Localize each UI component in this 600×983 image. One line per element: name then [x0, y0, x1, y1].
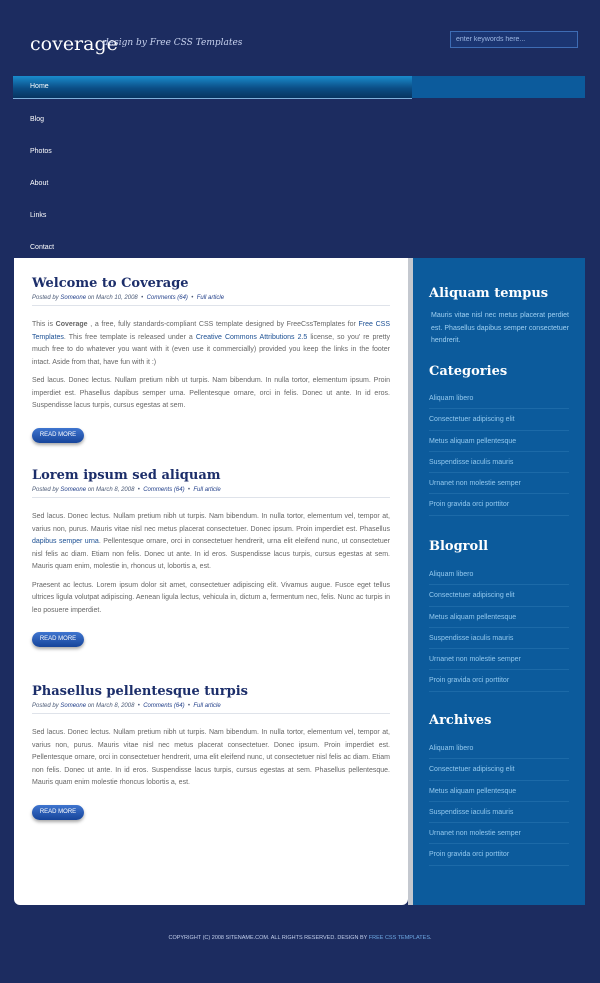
sidebar-link[interactable]: Metus aliquam pellentesque [429, 607, 569, 628]
sidebar-title-aliquam: Aliquam tempus [429, 286, 549, 301]
nav-item-blog[interactable]: Blog [30, 116, 45, 123]
blogroll-list [429, 564, 569, 692]
sidebar [413, 258, 585, 905]
sidebar-link[interactable]: Aliquam libero [429, 388, 569, 409]
nav-item-links[interactable]: Links [30, 212, 47, 219]
footer [0, 935, 600, 941]
meta-date: on March 8, 2008 [87, 487, 135, 493]
comments-link[interactable]: Comments (64) [146, 295, 188, 301]
text: . This free template is released under a [63, 333, 196, 341]
read-more-button[interactable]: READ MORE [32, 632, 84, 647]
post-paragraph: Sed lacus. Donec lectus. Nullam pretium nibh ut turpis. Nam bibendum. In nulla tortor, elementum ipsum. Proin imperdiet est. Phasellus dapibus semper urna. Pellentesque ornare, orci in felis. Donec ut ante. In id eros. Suspendisse lacus turpis, cursus egestas at sem. [32, 377, 390, 409]
nav-item-photos[interactable]: Photos [30, 148, 52, 155]
post-meta [32, 487, 390, 498]
post [32, 276, 390, 443]
comments-link[interactable]: Comments (64) [143, 703, 185, 709]
sidebar-link[interactable]: Urnanet non molestie semper [429, 649, 569, 670]
footer-end: . [430, 935, 432, 941]
full-article-link[interactable]: Full article [193, 487, 221, 493]
sidebar-link[interactable]: Consectetuer adipiscing elit [429, 409, 569, 430]
meta-separator: • [191, 295, 194, 301]
bold-text: Coverage [55, 321, 88, 328]
sidebar-title-blogroll: Blogroll [429, 539, 489, 554]
meta-separator: • [187, 703, 191, 709]
text: Sed lacus. Donec lectus. Nullam pretium nibh ut turpis. Nam bibendum. In nulla tortor, elementum vel, tempor at, varius non, purus. Mauris vitae nisl nec metus placerat consectetuer. Donec ipsum. Proin imperdiet est. Phasellus [32, 513, 390, 533]
footer-link[interactable]: FREE CSS TEMPLATES [368, 935, 430, 941]
post-paragraph [32, 319, 390, 369]
post-title[interactable]: Lorem ipsum sed aliquam [32, 468, 221, 483]
post-title[interactable]: Phasellus pellentesque turpis [32, 684, 248, 699]
author-link[interactable]: Someone [60, 703, 87, 709]
read-more-button[interactable]: READ MORE [32, 428, 84, 443]
main-nav [13, 76, 412, 269]
footer-text: COPYRIGHT (C) 2008 SITENAME.COM. ALL RIGHTS RESERVED. DESIGN BY [168, 935, 369, 941]
sidebar-link[interactable]: Consectetuer adipiscing elit [429, 759, 569, 780]
sidebar-title-categories: Categories [429, 364, 508, 379]
meta-separator: • [137, 703, 140, 709]
meta-separator: • [141, 295, 144, 301]
inline-link[interactable]: dapibus semper urna [32, 538, 99, 545]
full-article-link[interactable]: Full article [193, 703, 221, 709]
meta-prefix: Posted by [32, 295, 59, 301]
site-logo[interactable]: coverage [30, 33, 118, 55]
nav-item-home[interactable]: Home [13, 76, 412, 99]
nav-item-about[interactable]: About [30, 180, 49, 187]
full-article-link[interactable]: Full article [196, 295, 225, 301]
meta-date: on March 8, 2008 [87, 703, 135, 709]
text: . Pellentesque ornare, orci in consectetuer hendrerit, urna elit eleifend nunc, ut consectetuer nisl felis ac diam. Etiam non felis. Donec ut ante. In id eros. Suspendisse lacus turpis, cursus egestas at sem. Mauris quam enim, molestie in, rhoncus ut, lobortis a, est. [32, 538, 390, 570]
license-link[interactable]: Creative Commons Attributions 2.5 [195, 333, 308, 341]
categories-list [429, 388, 569, 516]
meta-separator: • [187, 487, 191, 493]
sidebar-link[interactable]: Consectetuer adipiscing elit [429, 585, 569, 606]
sidebar-link[interactable]: Suspendisse iaculis mauris [429, 802, 569, 823]
main-content [14, 258, 408, 905]
sidebar-link[interactable]: Metus aliquam pellentesque [429, 781, 569, 802]
post-meta [32, 295, 390, 306]
search-input[interactable] [450, 31, 578, 48]
meta-prefix: Posted by [32, 703, 59, 709]
free-css-templates-link[interactable]: Free CSS Templates [32, 321, 391, 341]
sidebar-link[interactable]: Suspendisse iaculis mauris [429, 452, 569, 473]
nav-bar-extension [412, 76, 585, 98]
sidebar-link[interactable]: Proin gravida orci porttitor [429, 494, 569, 515]
post-title[interactable]: Welcome to Coverage [32, 276, 189, 291]
nav-item-contact[interactable]: Contact [30, 244, 55, 251]
site-tagline: design by Free CSS Templates [103, 38, 243, 48]
post [32, 468, 390, 647]
text: license, so you' re pretty much free to do whatever you want with it (even use it commercially) provided you keep the links in the footer intact. Aside from that, have fun with it :) [32, 333, 390, 366]
post-meta [32, 703, 390, 714]
read-more-button[interactable]: READ MORE [32, 805, 84, 820]
meta-date: on March 10, 2008 [87, 295, 138, 301]
author-link[interactable]: Someone [60, 487, 87, 493]
meta-prefix: Posted by [32, 487, 59, 493]
post-paragraph [32, 511, 390, 574]
author-link[interactable]: Someone [60, 295, 87, 301]
sidebar-link[interactable]: Aliquam libero [429, 738, 569, 759]
sidebar-link[interactable]: Urnanet non molestie semper [429, 473, 569, 494]
meta-separator: • [137, 487, 140, 493]
sidebar-title-archives: Archives [429, 713, 492, 728]
text: , a free, fully standards-compliant CSS template designed by FreeCssTemplates for [87, 321, 359, 328]
post-paragraph: Praesent ac lectus. Lorem ipsum dolor sit amet, consectetuer adipiscing elit. Vivamus augue. Fusce eget tellus ultrices ligula volutpat adipiscing. Aenean ligula lectus, vehicula in, dictum a, fermentum nec, felis. Nunc ac turpis in leo posuere imperdiet. [32, 581, 390, 614]
sidebar-text: Mauris vitae nisl nec metus placerat perdiet est. Phasellus dapibus semper consectetuer hendrerit. [431, 312, 569, 344]
comments-link[interactable]: Comments (64) [143, 487, 185, 493]
sidebar-link[interactable]: Urnanet non molestie semper [429, 823, 569, 844]
sidebar-link[interactable]: Metus aliquam pellentesque [429, 431, 569, 452]
text: This is [32, 321, 56, 328]
sidebar-link[interactable]: Suspendisse iaculis mauris [429, 628, 569, 649]
archives-list [429, 738, 569, 866]
post-paragraph: Sed lacus. Donec lectus. Nullam pretium nibh ut turpis. Nam bibendum. In nulla tortor, elementum vel, tempor at, varius non, purus. Mauris vitae nisl nec metus placerat consectetuer. Donec ipsum. Proin imperdiet est. Pellentesque ornare, orci in consectetuer hendrerit, urna elit eleifend nunc, ut consectetuer nisl felis ac diam. Etiam non felis. Donec ut ante. In id eros. Suspendisse lacus turpis, cursus egestas at sem. Phasellus pellentesque. Mauris quam enim molestie rhoncus lobortis a, est. [32, 729, 390, 786]
sidebar-link[interactable]: Proin gravida orci porttitor [429, 844, 569, 865]
post [32, 684, 390, 820]
sidebar-link[interactable]: Aliquam libero [429, 564, 569, 585]
sidebar-link[interactable]: Proin gravida orci porttitor [429, 670, 569, 691]
